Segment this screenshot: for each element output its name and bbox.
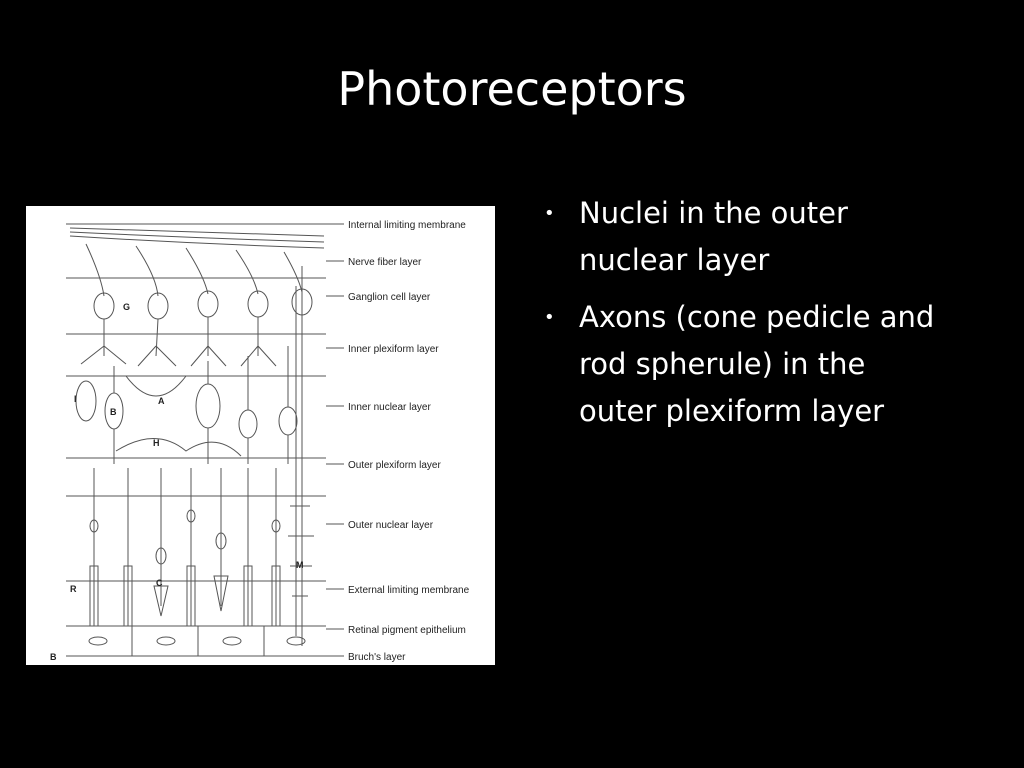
bullet-text: Axons (cone pedicle and rod spherule) in the outer plexiform layer [579,300,935,428]
cell-letter-horizontal: H [153,438,160,448]
layer-label: Inner plexiform layer [348,344,439,355]
bullet-item [542,190,942,284]
cell-letter-rod: R [70,584,77,594]
bullet-marker: • [544,203,555,224]
layer-label: Ganglion cell layer [348,292,431,303]
bullet-list [542,190,942,445]
cell-letter-muller: M [296,560,304,570]
layer-label: Bruch's layer [348,652,406,663]
retina-diagram-svg [26,206,495,665]
layer-label: Outer plexiform layer [348,460,441,471]
layer-labels [348,220,470,663]
layer-label: External limiting membrane [348,585,470,596]
cell-letter-bipolar: B [110,407,117,417]
cell-letter-ganglion: G [123,302,131,312]
cell-letter-amacrine: A [158,396,165,406]
layer-label: Retinal pigment epithelium [348,625,466,636]
bullet-marker: • [544,307,555,328]
bullet-item [542,294,942,435]
layer-label: Internal limiting membrane [348,220,466,231]
layer-label: Outer nuclear layer [348,520,434,531]
panel-letter: B [50,652,57,662]
bullet-text: Nuclei in the outer nuclear layer [579,196,848,277]
layer-label: Inner nuclear layer [348,402,431,413]
layer-label: Nerve fiber layer [348,257,422,268]
slide-title: Photoreceptors [337,62,687,116]
cell-letter-cone: C [156,578,163,588]
cell-letter-interplexiform: I [74,394,77,404]
cell-letters [50,302,304,662]
retina-diagram [26,206,495,665]
